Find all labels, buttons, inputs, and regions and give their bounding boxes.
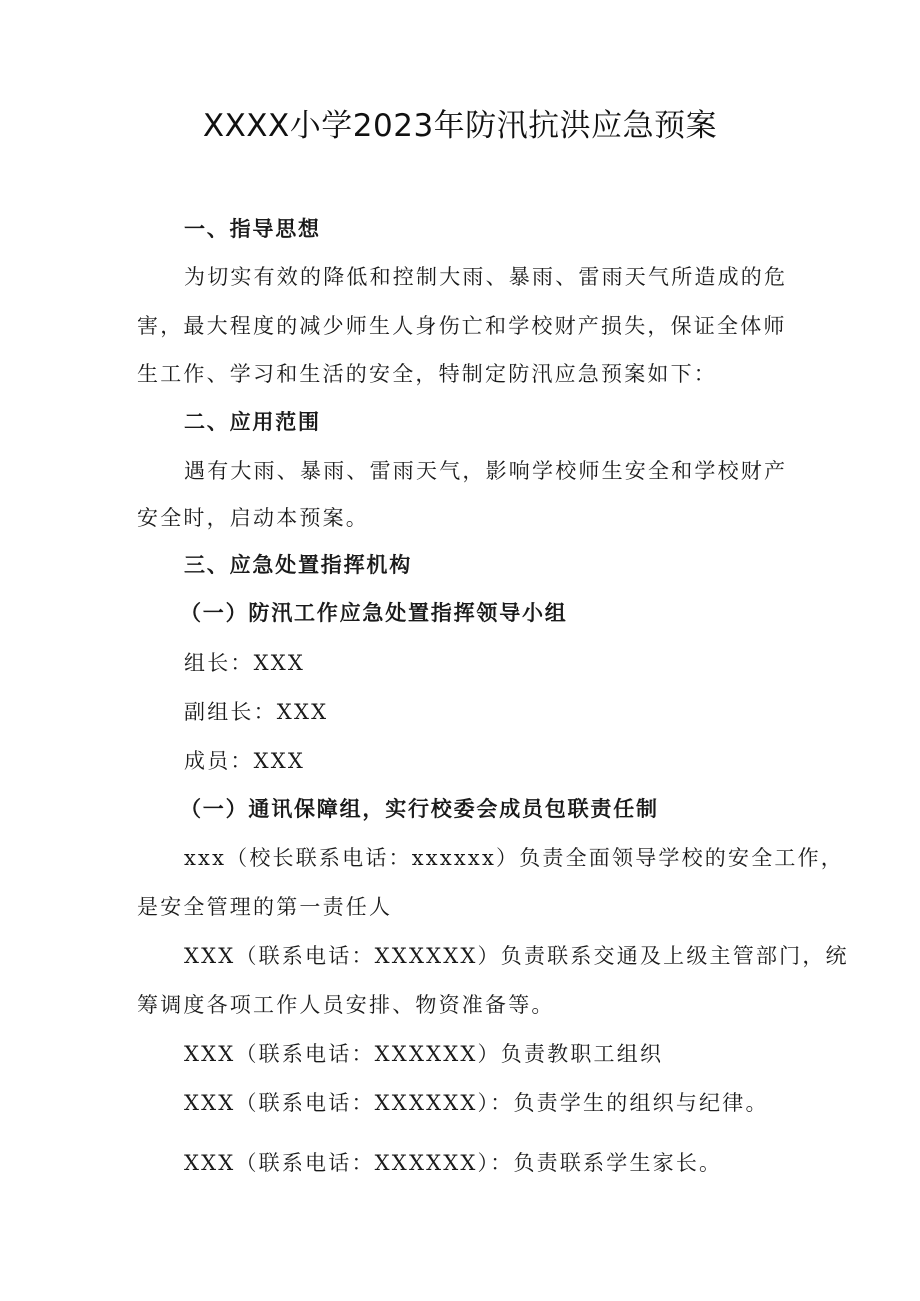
contact-line: XXX（联系电话：XXXXXX）负责教职工组织 [184,1042,664,1066]
contact-line: XXX（联系电话：XXXXXX）：负责学生的组织与纪律。 [184,1091,769,1115]
contact-line: XXX（联系电话：XXXXXX）负责联系交通及上级主管部门，统 [184,944,849,968]
paragraph-line: 安全时，启动本预案。 [137,506,369,530]
paragraph-line: 害，最大程度的减少师生人身伤亡和学校财产损失，保证全体师 [137,314,787,338]
paragraph-line: 遇有大雨、暴雨、雷雨天气，影响学校师生安全和学校财产 [184,459,788,483]
section-heading-command: 三、应急处置指挥机构 [184,553,412,577]
subsection-heading-communication-group: （一）通讯保障组，实行校委会成员包联责任制 [180,797,659,821]
section-heading-guiding-ideology: 一、指导思想 [184,217,321,241]
group-leader: 组长：XXX [184,651,306,675]
contact-line: 是安全管理的第一责任人 [137,895,393,919]
contact-line: XXX（联系电话：XXXXXX）：负责联系学生家长。 [184,1151,723,1175]
paragraph-line: 为切实有效的降低和控制大雨、暴雨、雷雨天气所造成的危 [184,265,788,289]
section-heading-scope: 二、应用范围 [184,410,321,434]
subsection-heading-leadership-group: （一）防汛工作应急处置指挥领导小组 [180,601,568,625]
document-title: XXXX小学2023年防汛抗洪应急预案 [202,108,718,144]
contact-line: 筹调度各项工作人员安排、物资准备等。 [137,993,555,1017]
paragraph-line: 生工作、学习和生活的安全，特制定防汛应急预案如下： [137,362,717,386]
group-members: 成员：XXX [184,749,306,773]
group-deputy-leader: 副组长：XXX [184,700,329,724]
contact-line: xxx（校长联系电话：xxxxxx）负责全面领导学校的安全工作， [184,846,844,870]
